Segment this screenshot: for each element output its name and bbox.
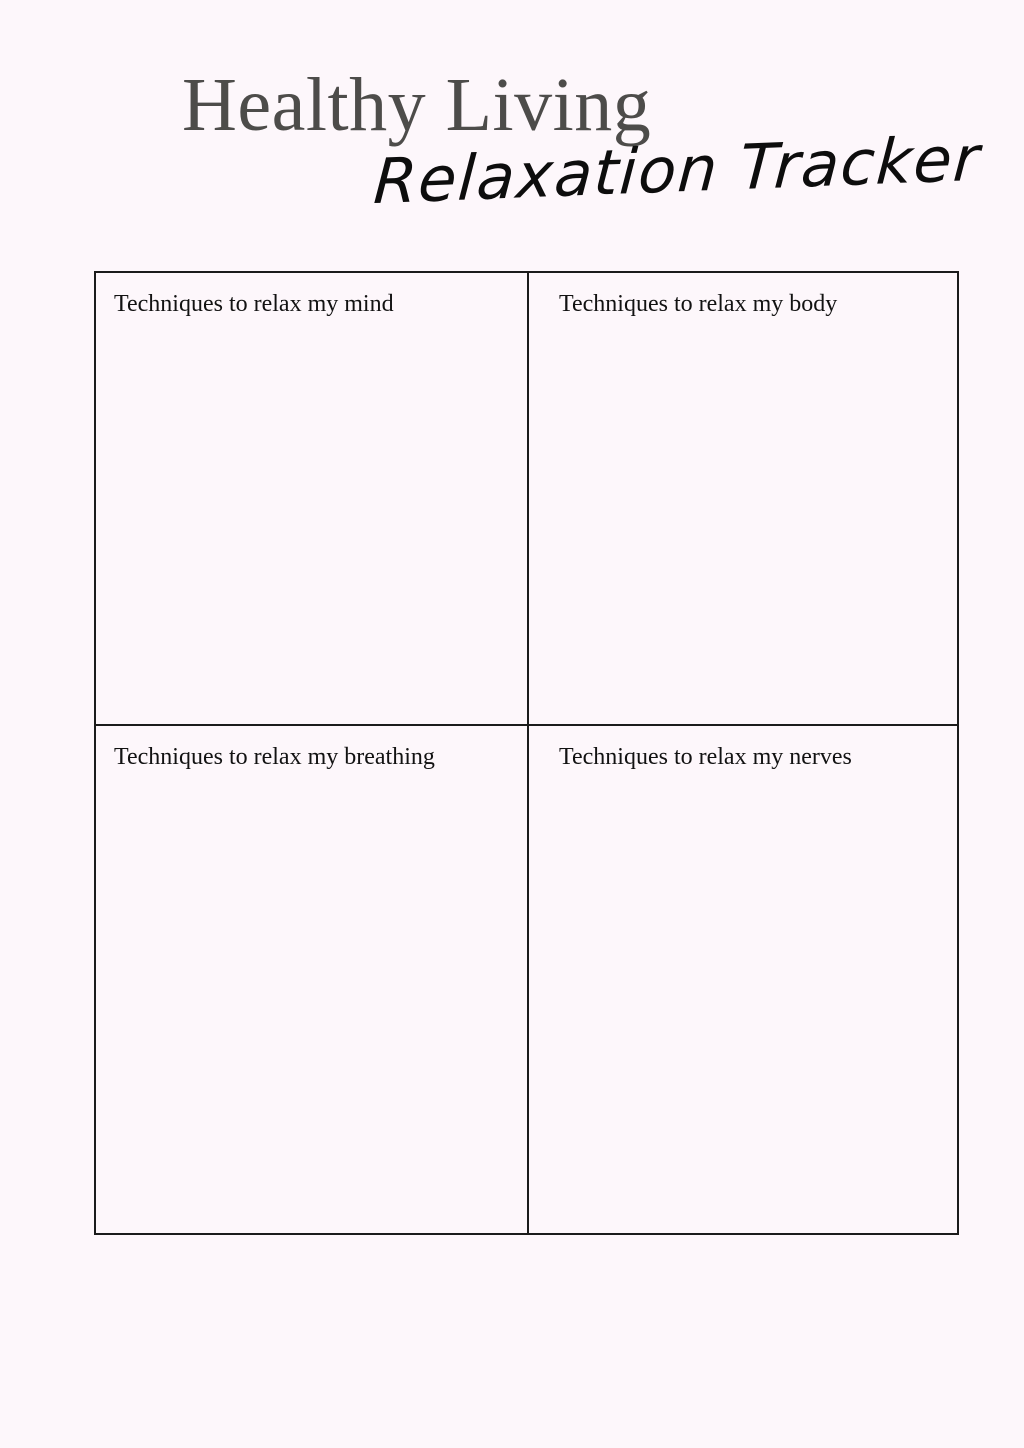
tracker-writing-area-body[interactable] — [529, 325, 957, 724]
tracker-cell-breathing[interactable] — [96, 724, 527, 1233]
tracker-writing-area-mind[interactable] — [96, 325, 527, 724]
tracker-cell-label-body: Techniques to relax my body — [559, 291, 838, 317]
page-header — [0, 0, 1024, 262]
tracker-writing-area-nerves[interactable] — [529, 778, 957, 1233]
tracker-writing-area-breathing[interactable] — [96, 778, 527, 1233]
tracker-cell-label-nerves: Techniques to relax my nerves — [559, 744, 852, 770]
tracker-cell-body[interactable] — [527, 273, 957, 724]
tracker-cell-nerves[interactable] — [527, 724, 957, 1233]
page-subtitle: Relaxation Tracker — [371, 121, 983, 219]
tracker-cell-label-breathing: Techniques to relax my breathing — [114, 744, 435, 770]
tracker-cell-label-mind: Techniques to relax my mind — [114, 291, 394, 317]
page-title: Healthy Living — [182, 63, 652, 147]
relaxation-tracker-grid — [94, 271, 959, 1235]
tracker-cell-mind[interactable] — [96, 273, 527, 724]
